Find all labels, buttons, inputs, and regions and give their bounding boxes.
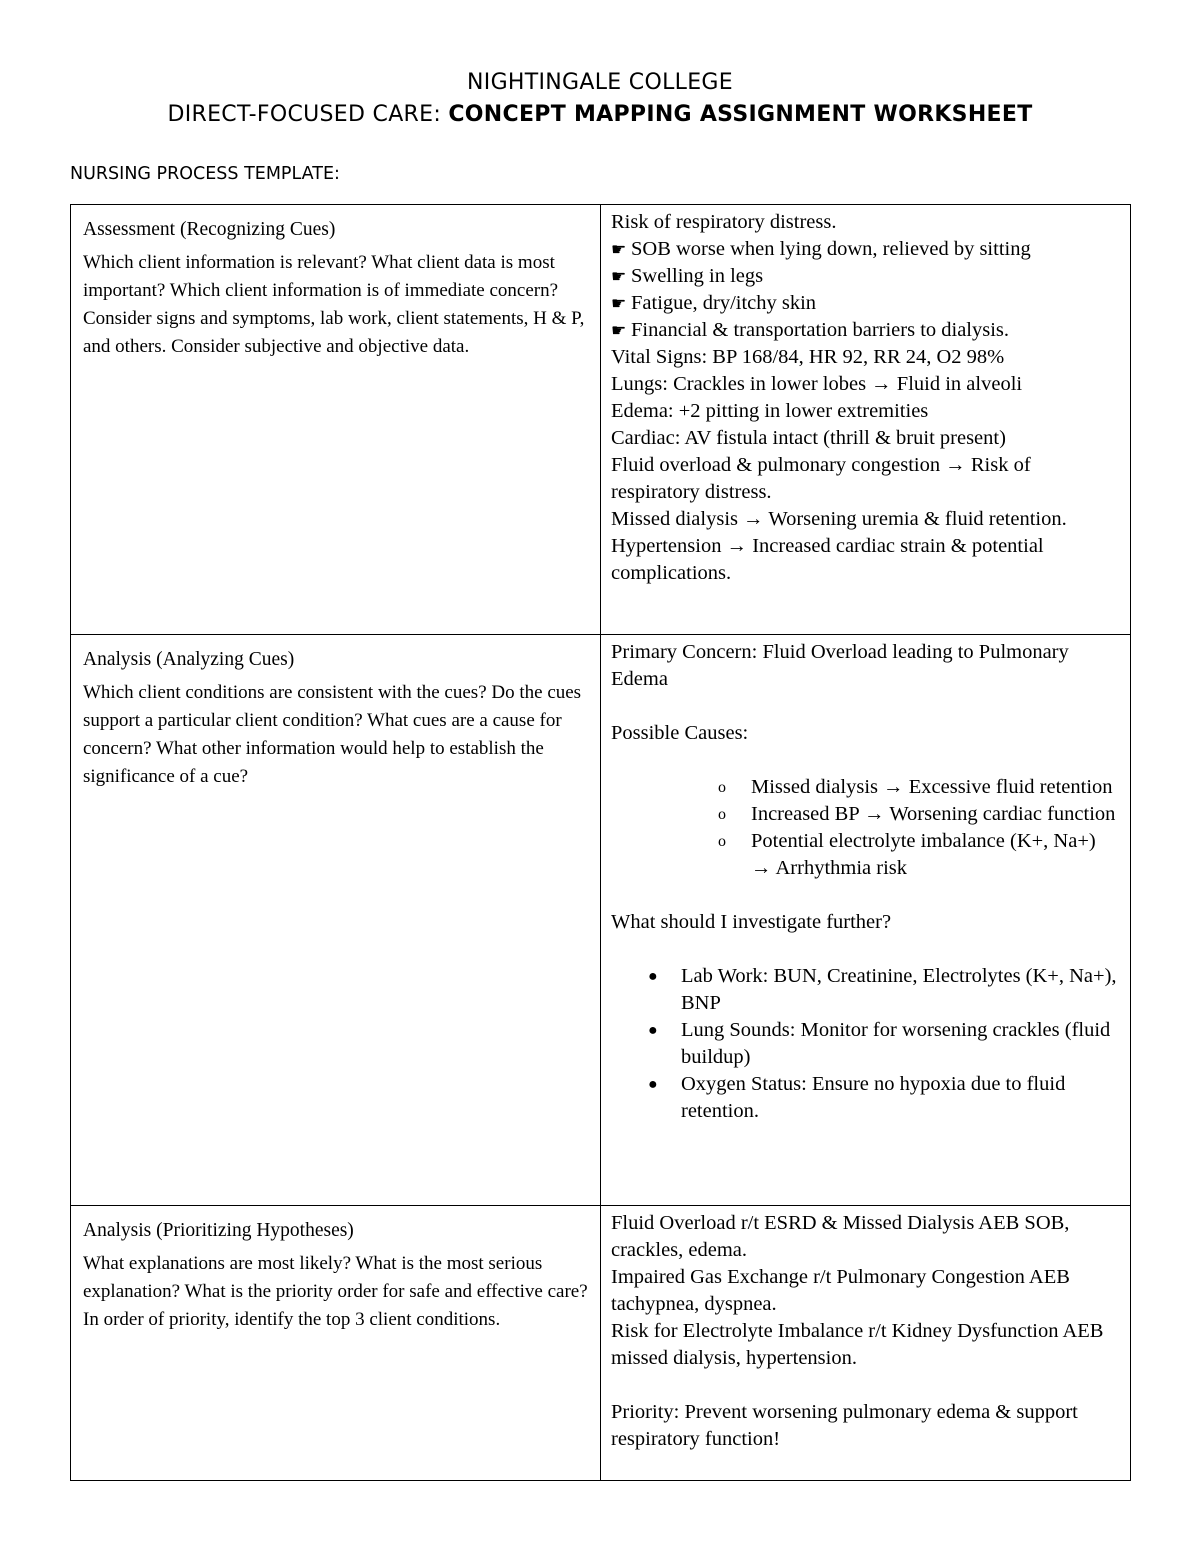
bullet-icon: ● (648, 968, 658, 985)
assessment-question: Which client information is relevant? What client data is most important? Which client information is of immediate concern? Consider signs and symptoms, lab work, client statements, H & P, and others. Consider subjective and objective data. (83, 252, 585, 357)
assessment-line: Vital Signs: BP 168/84, HR 92, RR 24, O2 98% (611, 346, 1005, 368)
assessment-line: Edema: +2 pitting in lower extremities (611, 400, 929, 422)
prioritizing-prompt-cell (71, 1206, 601, 1481)
list-item: o Potential electrolyte imbalance (K+, Na+) → Arrhythmia risk (718, 830, 1096, 879)
list-item: ● Lung Sounds: Monitor for worsening crackles (fluid buildup) (648, 1019, 1111, 1068)
nursing-process-table (70, 204, 1131, 1481)
priority-statement: Priority: Prevent worsening pulmonary edema & support respiratory function! (611, 1401, 1078, 1450)
list-item: ☛ Fatigue, dry/itchy skin (611, 290, 1120, 317)
hand-pointer-icon: ☛ (611, 240, 627, 259)
hand-pointer-icon: ☛ (611, 267, 627, 286)
list-item: ● Lab Work: BUN, Creatinine, Electrolytes (K+, Na+), BNP (648, 965, 1117, 1014)
hand-pointer-icon: ☛ (611, 321, 627, 340)
circle-bullet-icon: o (718, 806, 726, 823)
table-row-assessment (71, 205, 1131, 635)
hypothesis-line: Fluid Overload r/t ESRD & Missed Dialysis AEB SOB, crackles, edema. (611, 1212, 1070, 1261)
assessment-prompt-cell (71, 205, 601, 635)
table-row-prioritizing (71, 1206, 1131, 1481)
bullet-icon: ● (648, 1076, 658, 1093)
analyzing-answer-cell (601, 635, 1131, 1206)
prioritizing-answer-cell (601, 1206, 1131, 1481)
worksheet-title-bold: CONCEPT MAPPING ASSIGNMENT WORKSHEET (448, 102, 1033, 127)
prioritizing-heading: Analysis (Prioritizing Hypotheses) (83, 1220, 354, 1241)
circle-bullet-icon: o (718, 779, 726, 796)
table-row-analyzing (71, 635, 1131, 1206)
primary-concern: Primary Concern: Fluid Overload leading to Pulmonary Edema (611, 641, 1069, 690)
list-item: ☛ SOB worse when lying down, relieved by sitting (611, 236, 1120, 263)
template-label: NURSING PROCESS TEMPLATE: (70, 164, 340, 184)
college-title: NIGHTINGALE COLLEGE (467, 70, 733, 95)
hand-pointer-icon: ☛ (611, 294, 627, 313)
hypothesis-line: Impaired Gas Exchange r/t Pulmonary Congestion AEB tachypnea, dyspnea. (611, 1266, 1070, 1315)
assessment-line: Lungs: Crackles in lower lobes → Fluid in alveoli (611, 373, 1023, 395)
possible-causes-label: Possible Causes: (611, 722, 749, 744)
prioritizing-question: What explanations are most likely? What is the most serious explanation? What is the priority order for safe and effective care? In order of priority, identify the top 3 client conditions. (83, 1253, 588, 1330)
assessment-line: Fluid overload & pulmonary congestion → Risk of respiratory distress. (611, 454, 1031, 503)
analyzing-heading: Analysis (Analyzing Cues) (83, 649, 295, 670)
bullet-icon: ● (648, 1022, 658, 1039)
assessment-heading: Assessment (Recognizing Cues) (83, 219, 336, 240)
circle-bullet-icon: o (718, 833, 726, 850)
analyzing-prompt-cell (71, 635, 601, 1206)
investigate-label: What should I investigate further? (611, 911, 892, 933)
assessment-lead: Risk of respiratory distress. (611, 211, 837, 233)
possible-causes-list (611, 774, 1120, 882)
assessment-line: Missed dialysis → Worsening uremia & fluid retention. Hypertension → Increased cardiac strain & potential complications. (611, 508, 1067, 584)
investigate-list (611, 963, 1120, 1125)
list-item: ● Oxygen Status: Ensure no hypoxia due to fluid retention. (648, 1073, 1066, 1122)
list-item: ☛ Financial & transportation barriers to dialysis. (611, 317, 1120, 344)
list-item: o Increased BP → Worsening cardiac function (751, 801, 1120, 828)
list-item: o Missed dialysis → Excessive fluid retention (751, 774, 1120, 801)
worksheet-title (0, 102, 1200, 127)
assessment-answer-cell (601, 205, 1131, 635)
list-item: ☛ Swelling in legs (611, 263, 1120, 290)
hypothesis-line: Risk for Electrolyte Imbalance r/t Kidney Dysfunction AEB missed dialysis, hypertension. (611, 1320, 1104, 1369)
worksheet-title-prefix: DIRECT-FOCUSED CARE: (167, 102, 449, 127)
analyzing-question: Which client conditions are consistent with the cues? Do the cues support a particular client condition? What cues are a cause for concern? What other information would help to establish the significance of a cue? (83, 682, 582, 787)
assessment-line: Cardiac: AV fistula intact (thrill & bruit present) (611, 427, 1006, 449)
